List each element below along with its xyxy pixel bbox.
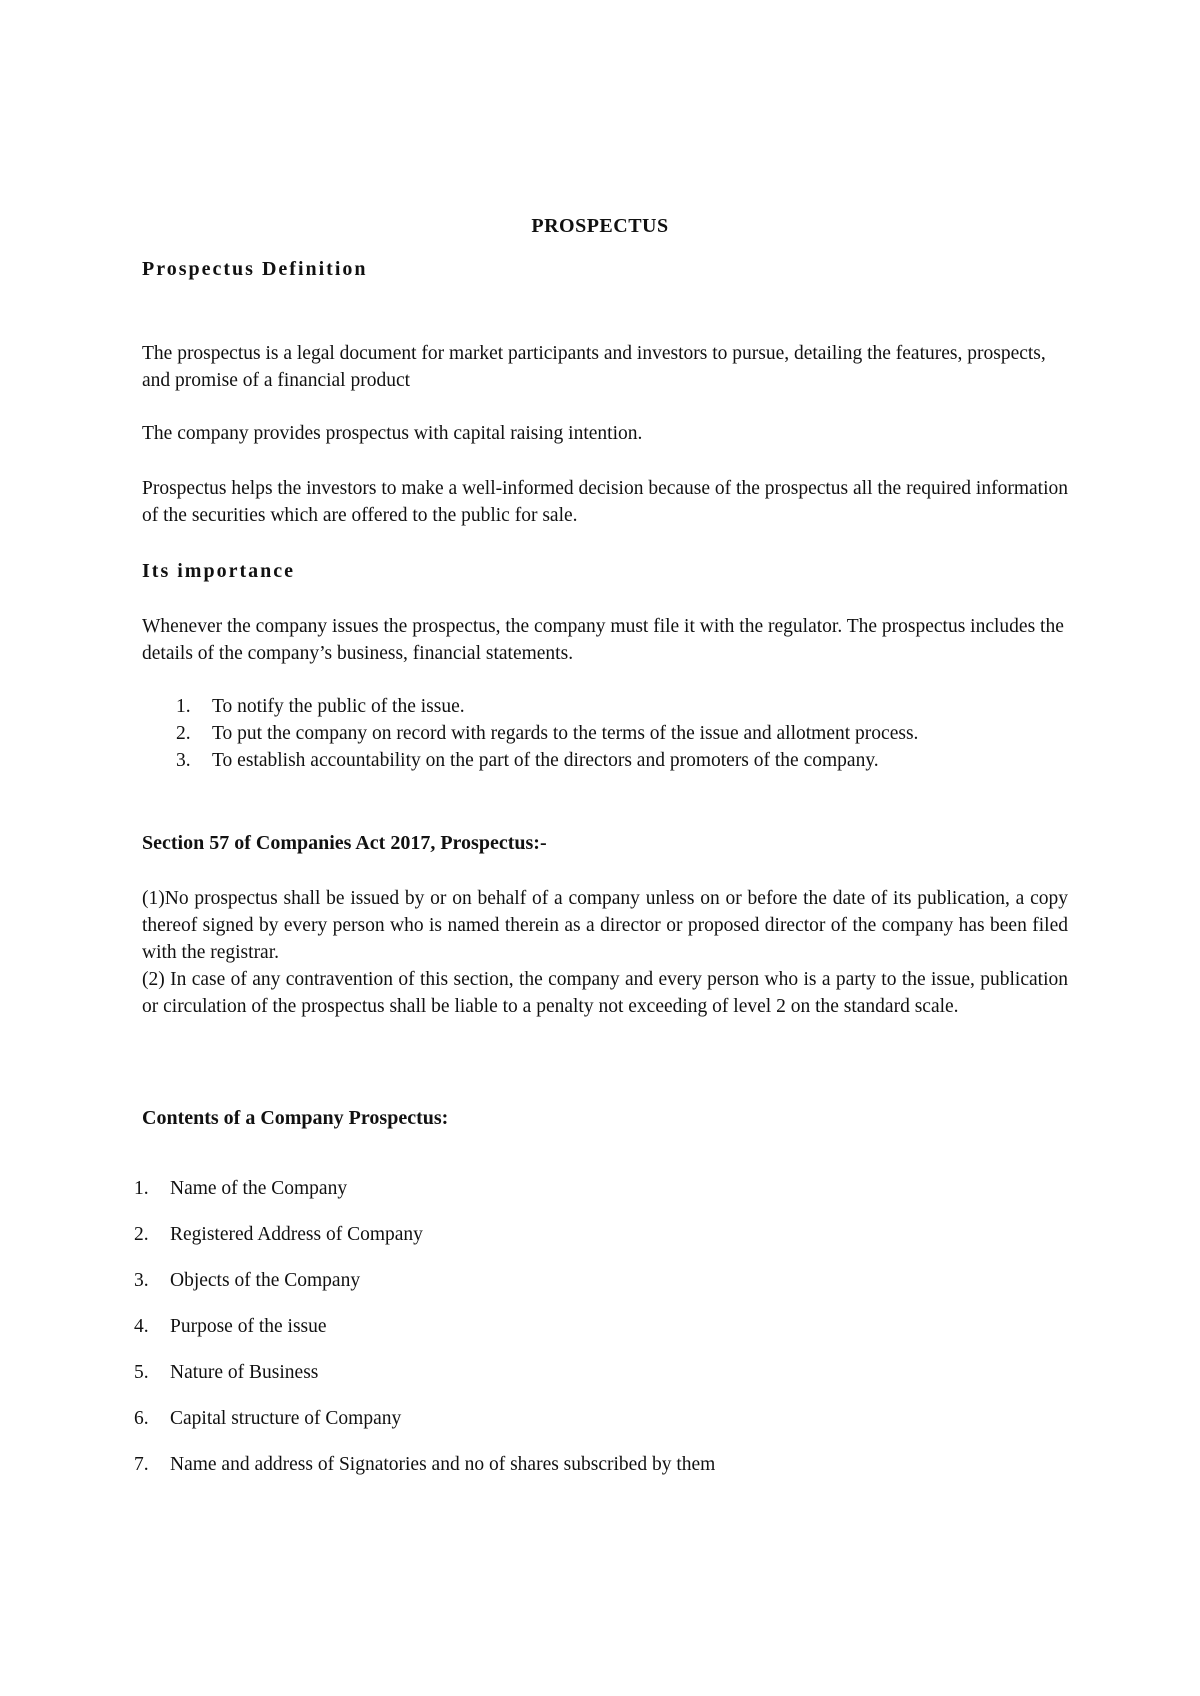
list-item-text: Name of the Company	[170, 1178, 348, 1199]
list-item-number: 4.	[134, 1316, 149, 1337]
list-item	[134, 1316, 327, 1338]
list-item	[134, 1454, 715, 1476]
list-item	[142, 720, 1068, 747]
importance-heading: Its importance	[142, 560, 295, 582]
list-item-number: 1.	[176, 696, 191, 717]
list-item-number: 3.	[176, 750, 191, 771]
list-item	[142, 693, 1068, 720]
list-item-number: 1.	[134, 1178, 149, 1199]
list-item-text: Capital structure of Company	[170, 1408, 402, 1429]
list-item-number: 2.	[134, 1224, 149, 1245]
list-item	[134, 1408, 401, 1430]
section-57-clause-2: (2) In case of any contravention of this section, the company and every person who is a party to the issue, publication or circulation of the prospectus shall be liable to a penalty not exceeding of level 2 on the standard scale.	[142, 969, 1068, 1017]
list-item-number: 3.	[134, 1270, 149, 1291]
list-item-text: Registered Address of Company	[170, 1224, 423, 1245]
importance-paragraph: Whenever the company issues the prospectus, the company must file it with the regulator. The prospectus includes the details of the company’s business, financial statements.	[142, 616, 1064, 664]
list-item	[134, 1270, 360, 1292]
list-item	[142, 747, 1068, 774]
section-57-clause-1: (1)No prospectus shall be issued by or on behalf of a company unless on or before the date of its publication, a copy thereof signed by every person who is named therein as a director or proposed director of the company has been filed with the registrar.	[142, 888, 1068, 963]
list-item-text: Objects of the Company	[170, 1270, 361, 1291]
list-item	[134, 1224, 423, 1246]
list-item-text: Nature of Business	[170, 1362, 319, 1383]
list-item-number: 6.	[134, 1408, 149, 1429]
list-item	[134, 1178, 347, 1200]
list-item-number: 2.	[176, 723, 191, 744]
list-item-number: 7.	[134, 1454, 149, 1475]
list-item-text: To establish accountability on the part of the directors and promoters of the company.	[212, 750, 879, 771]
definition-paragraph-1: The prospectus is a legal document for market participants and investors to pursue, detailing the features, prospects, and promise of a financial product	[142, 343, 1046, 391]
importance-list	[142, 693, 1068, 774]
list-item-text: To notify the public of the issue.	[212, 696, 465, 717]
definition-paragraph-3: Prospectus helps the investors to make a well-informed decision because of the prospectus all the required information of the securities which are offered to the public for sale.	[142, 478, 1068, 526]
definition-heading: Prospectus Definition	[142, 258, 368, 280]
section-57-heading: Section 57 of Companies Act 2017, Prospectus:-	[142, 832, 547, 854]
list-item-text: To put the company on record with regards to the terms of the issue and allotment process.	[212, 723, 919, 744]
definition-paragraph-2: The company provides prospectus with capital raising intention.	[142, 423, 643, 444]
contents-heading: Contents of a Company Prospectus:	[142, 1107, 449, 1129]
list-item	[134, 1362, 318, 1384]
document-title: PROSPECTUS	[531, 215, 669, 237]
list-item-text: Name and address of Signatories and no of shares subscribed by them	[170, 1454, 716, 1475]
list-item-number: 5.	[134, 1362, 149, 1383]
list-item-text: Purpose of the issue	[170, 1316, 327, 1337]
